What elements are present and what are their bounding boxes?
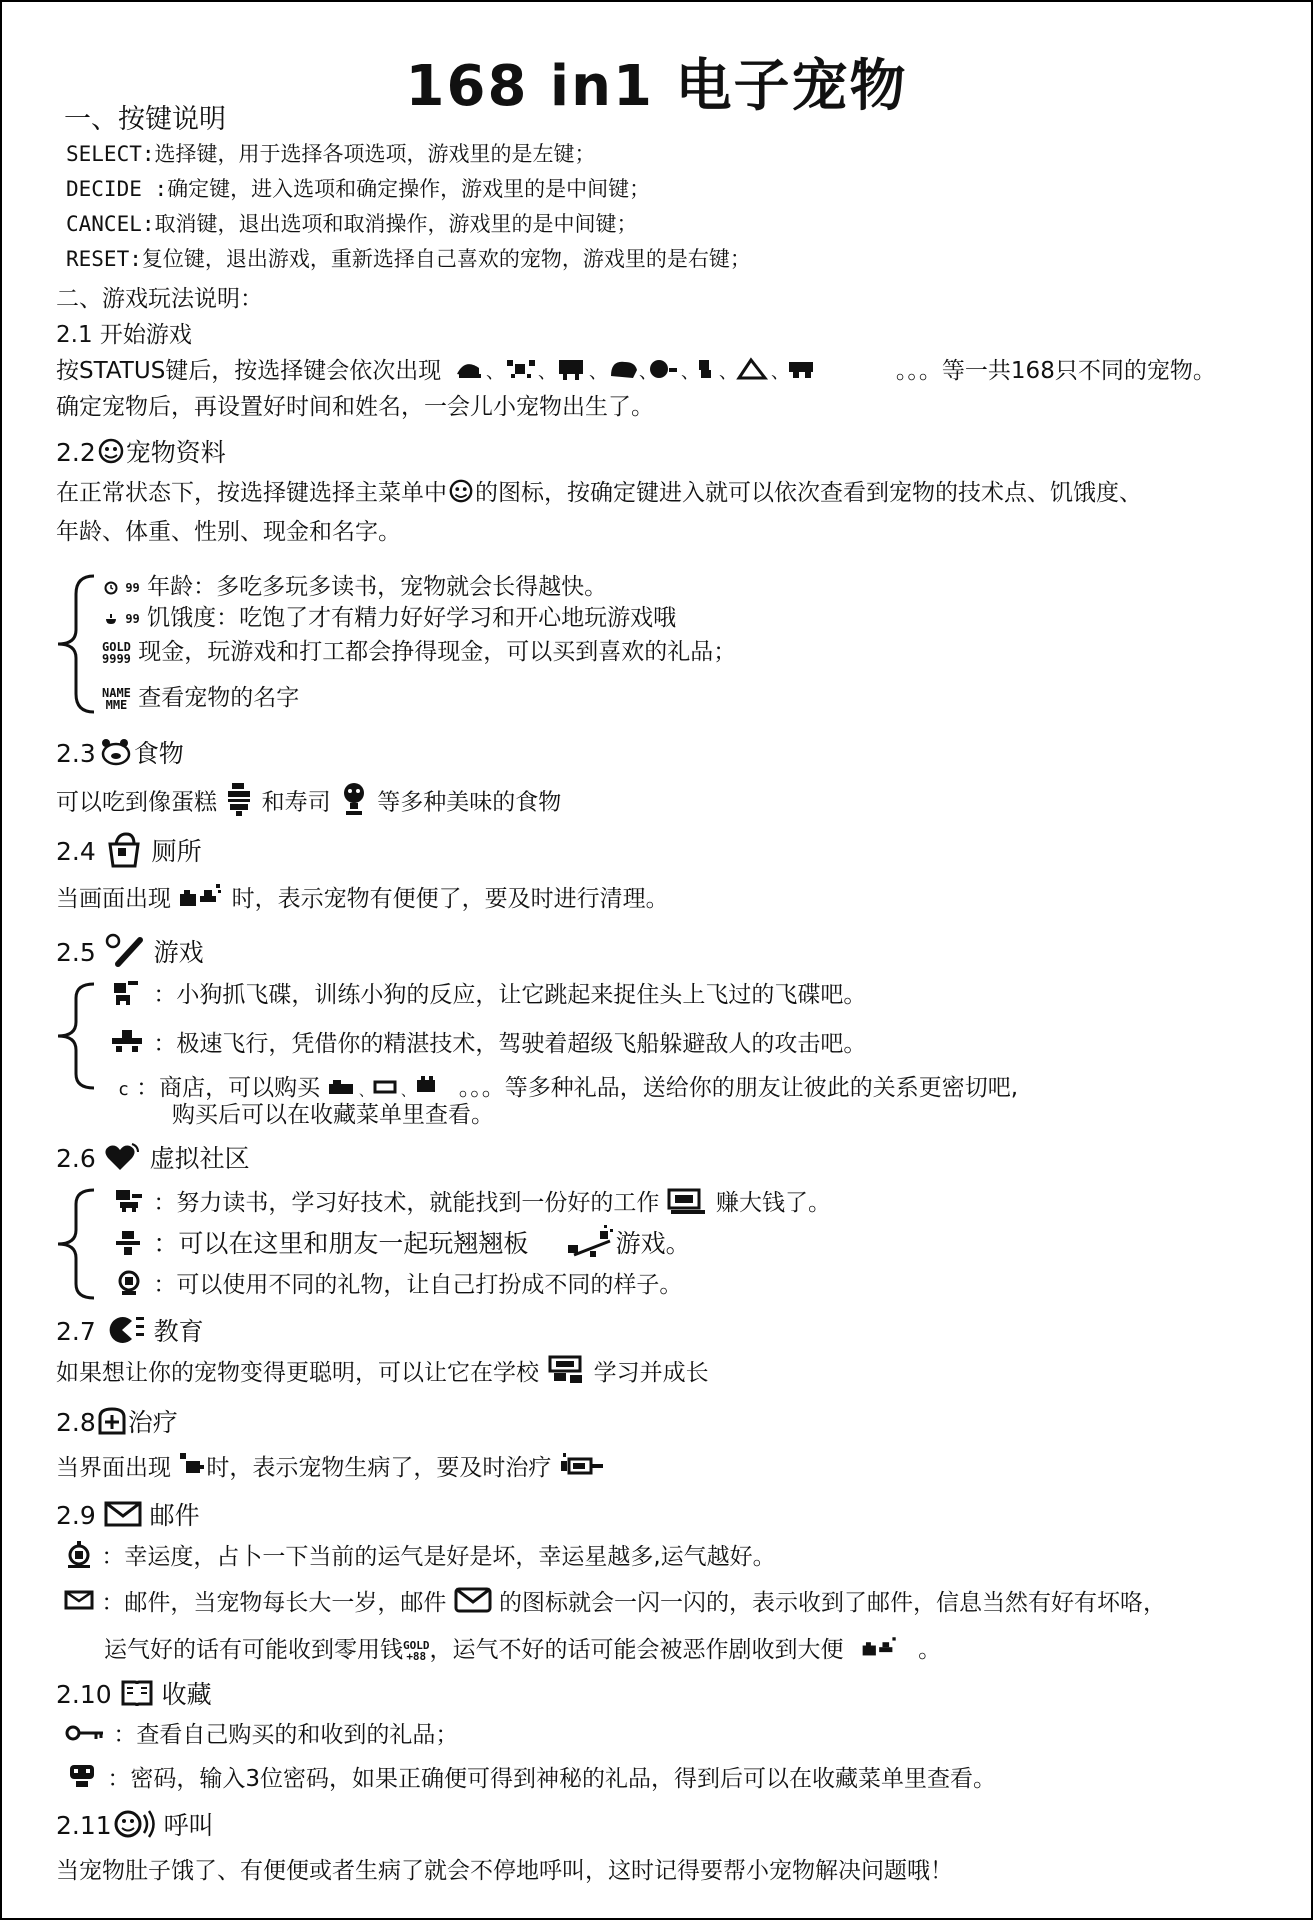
s210-item-password: ：密码，输入3位密码，如果正确便可得到神秘的礼品，得到后可以在收藏菜单里查看。 [64,1760,996,1797]
pet-icons-row [449,354,889,390]
spaceship-icon [110,1028,146,1062]
s28-para: 当界面出现 时，表示宠物生病了，要及时治疗 [56,1449,605,1487]
s211-heading: 2.11 呼叫 [56,1806,214,1847]
s26-item-dressup: ：可以使用不同的礼物，让自己打扮成不同的样子。 [112,1266,682,1303]
svg-text:、: 、 [588,361,607,383]
left-brace-icon [50,572,100,716]
syringe-icon [559,1451,605,1487]
s24-para: 当画面出现 时，表示宠物有便便了，要及时进行清理。 [56,880,669,918]
dog-frisbee-icon [110,979,146,1013]
medical-cross-icon [96,1405,128,1443]
s21-heading: 2.1 开始游戏 [56,322,192,348]
s25-item-dog-game: ：小狗抓飞碟，训练小狗的反应，让它跳起来捉住头上飞过的飞碟吧。 [110,976,866,1013]
s21-line1: 按STATUS键后，按选择键会依次出现 、 、 、 、 、 、 、 。。。等一共168只不同的宠物。 [56,352,1216,390]
svg-text:、: 、 [718,361,737,383]
svg-text:、: 、 [401,1083,416,1098]
s22-item-hunger: 99 饥饿度：吃饱了才有精力好好学习和开心地玩游戏哦 [104,599,676,632]
sushi-icon [338,781,370,825]
s210-item-gifts: ：查看自己购买的和收到的礼品； [64,1716,458,1750]
s22-para-line1: 在正常状态下，按选择键选择主菜单中 的图标，按确定键进入就可以依次查看到宠物的技术点、饥饿度、 [56,474,1142,510]
sick-icon [178,1451,206,1487]
key-decide-line: DECIDE :确定键，进入选项和确定操作，游戏里的是中间键； [66,177,651,201]
fortune-icon [64,1541,94,1575]
pet-status-icon [96,437,126,471]
s29-item-mail-line2: 运气好的话有可能收到零用钱GOLD +88 ，运气不好的话可能会被恶作剧收到大便 。 [104,1631,941,1668]
name-icon: NAME MME [102,685,131,712]
svg-text:、: 、 [485,361,504,383]
heart-community-icon [104,1140,142,1180]
s25-item-shop: c ：商店，可以购买 、 、 。。。等多种礼品，送给你的朋友让彼此的关系更密切吧, [118,1069,1018,1104]
s28-heading: 2.8 治疗 [56,1403,178,1443]
password-icon [64,1763,100,1797]
mail-small-icon [64,1588,94,1620]
s25-item-shop-line2: 购买后可以在收藏菜单里查看。 [172,1102,494,1128]
svg-text:、: 、 [770,361,789,383]
s27-heading: 2.7 教育 [56,1312,204,1353]
left-brace-icon [50,980,100,1092]
game-bat-ball-icon [104,932,146,976]
seesaw-icon [566,1225,616,1267]
key-select-line: SELECT:选择键，用于选择各项选项，游戏里的是左键； [66,142,596,166]
pet-status-icon [447,478,475,510]
s22-heading: 2.2 宠物资料 [56,433,226,471]
key-cancel-line: CANCEL:取消键，退出选项和取消操作，游戏里的是中间键； [66,212,638,236]
s22-para-line2: 年龄、体重、性别、现金和名字。 [56,519,401,545]
mail-envelope-icon [104,1501,142,1533]
left-brace-icon [50,1186,100,1302]
poop-icon [178,882,224,918]
dressup-icon [112,1269,146,1303]
s210-heading: 2.10 收藏 [56,1675,212,1714]
s25-item-flight-game: ：极速飞行，凭借你的精湛技术，驾驶着超级飞船躲避敌人的攻击吧。 [110,1025,866,1062]
gold-plus-icon: GOLD +88 [403,1638,430,1663]
svg-text:、: 、 [680,361,699,383]
s22-item-name: NAME MME 查看宠物的名字 [102,685,300,712]
food-bowl-icon [104,606,118,632]
s211-para: 当宠物肚子饿了、有便便或者生病了就会不停地呼叫，这时记得要帮小宠物解决问题哦！ [56,1858,953,1884]
study-icon [112,1188,146,1220]
s21-line2: 确定宠物后，再设置好时间和姓名，一会儿小宠物出生了。 [56,394,654,420]
food-pig-icon [96,737,134,773]
svg-text:、: 、 [638,361,657,383]
section-play-heading: 二、游戏玩法说明： [56,286,263,312]
document-title: 168 in1 电子宠物 [405,54,908,119]
collection-book-icon [120,1678,154,1714]
svg-text:、: 、 [537,361,556,383]
s26-item-work: ：努力读书，学习好技术，就能找到一份好的工作 赚大钱了。 [112,1184,831,1222]
s29-heading: 2.9 邮件 [56,1496,200,1533]
education-icon [104,1313,146,1353]
s22-item-gold: GOLD 9999 现金，玩游戏和打工都会挣得现金，可以买到喜欢的礼品； [102,639,737,666]
s24-heading: 2.4 厕所 [56,830,202,876]
clock-icon [104,575,118,601]
gold-9999-icon: GOLD 9999 [102,639,131,666]
section-key-heading: 一、按键说明 [64,104,226,135]
s23-para: 可以吃到像蛋糕 和寿司 等多种美味的食物 [56,781,561,825]
poop-icon [861,1634,899,1668]
seesaw-friend-icon [112,1229,146,1263]
call-face-icon [112,1807,156,1847]
s29-item-luck: ：幸运度，占卜一下当前的运气是好是坏，幸运星越多,运气越好。 [64,1538,776,1575]
s26-heading: 2.6 虚拟社区 [56,1139,250,1180]
mail-envelope-icon [454,1587,492,1621]
s23-heading: 2.3 食物 [56,734,184,773]
cake-icon [224,781,254,825]
school-icon [546,1355,586,1393]
s29-item-mail: ：邮件，当宠物每长大一岁，邮件 的图标就会一闪一闪的，表示收到了邮件，信息当然有好有坏咯， [64,1584,1166,1621]
s25-heading: 2.5 游戏 [56,932,204,976]
key-icon [64,1722,106,1750]
svg-text:、: 、 [359,1083,374,1098]
s27-para: 如果想让你的宠物变得更聪明，可以让它在学校 学习并成长 [56,1354,709,1393]
computer-job-icon [667,1186,709,1222]
toilet-bucket-icon [104,830,144,876]
shop-c-icon: c [118,1079,129,1100]
s22-item-age: 99 年龄：多吃多玩多读书，宠物就会长得越快。 [104,568,607,601]
key-reset-line: RESET:复位键，退出游戏，重新选择自己喜欢的宠物，游戏里的是右键； [66,247,751,271]
s26-item-seesaw: ：可以在这里和朋友一起玩翘翘板 游戏。 [112,1224,691,1267]
